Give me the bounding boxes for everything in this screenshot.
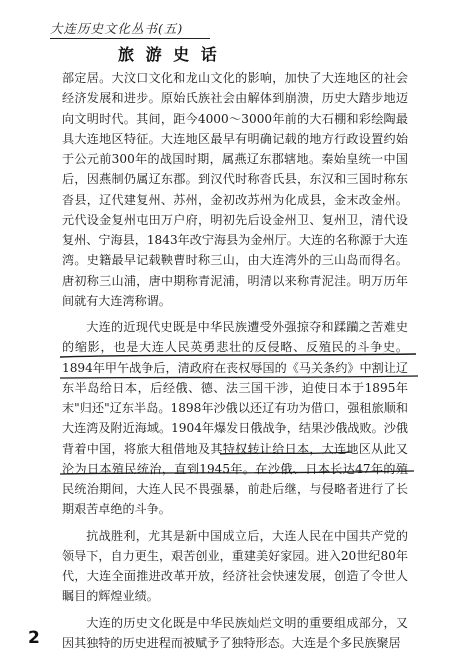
paragraph-continued: 部定居。大汶口文化和龙山文化的影响，加快了大连地区的社会经济发展和进步。原始氏族社会由解体到崩溃，历史大踏步地迈向文明时代。其间，距今4000～3000年前的大石棚和彩绘陶最具大连地区特征。大连地区最早有明确记载的地方行政设置约始于公元前300年的战国时期，属燕辽东郡辖地。秦始皇统一中国后，因燕制仍属辽东郡。到汉代时称沓氏县，东汉和三国时称东沓县，辽代建复州、苏州，金初改苏州为化成县，金末改金州。元代设金复州屯田万户府，明初先后设金州卫、复州卫，清代设复州、宁海县，1843年改宁海县为金州厅。大连的名称源于大连湾。史籍最早记载鞅曹时称三山，由大连湾外的三山岛而得名。唐初称三山浦，唐中期称青泥浦，明清以来称青泥洼。明万历年间就有大连湾称谓。 — [62, 71, 408, 308]
paragraph-culture: 大连的历史文化既是中华民族灿烂文明的重要组成部分，又因其独特的历史进程而被赋予了独特形态。大连是个多民族聚居 — [62, 615, 408, 650]
paragraph-modern-history: 大连的近现代史既是中华民族遭受外强掠夺和蹂躏之苦难史的缩影，也是大连人民英勇悲壮的反侵略、反殖民的斗争史。1894年甲午战争后，清政府在丧权辱国的《马关条约》中割让辽东半岛给日本，后经俄、德、法三国干涉，迫使日本于1895年末"归还"辽东半岛。1898年沙俄以还辽有功为借口，强租旅顺和大连湾及附近海域。1904年爆发日俄战争，结果沙俄战败。沙俄背着中国，将旅大租借地及其特权转让给日本，大连地区从此又沦为日本殖民统治，直到1945年。在沙俄、日本长达47年的殖民统治期间，大连人民不畏强暴，前赴后继，与侵略者进行了长期艰苦卓绝的斗争。 — [62, 320, 408, 517]
body-text — [62, 68, 408, 653]
page-number: 2 — [28, 628, 40, 648]
header-rule — [50, 38, 210, 39]
series-header: 大连历史文化丛书(五) — [50, 21, 184, 36]
paragraph-liberation: 抗战胜利，尤其是新中国成立后，大连人民在中国共产党的领导下，自力更生，艰苦创业，重建美好家园。进入20世纪80年代，大连全面推进改革开放，经济社会快速发展，创造了令世人瞩目的辉煌业绩。 — [62, 528, 408, 604]
section-title: 旅 游 史 话 — [118, 45, 220, 64]
